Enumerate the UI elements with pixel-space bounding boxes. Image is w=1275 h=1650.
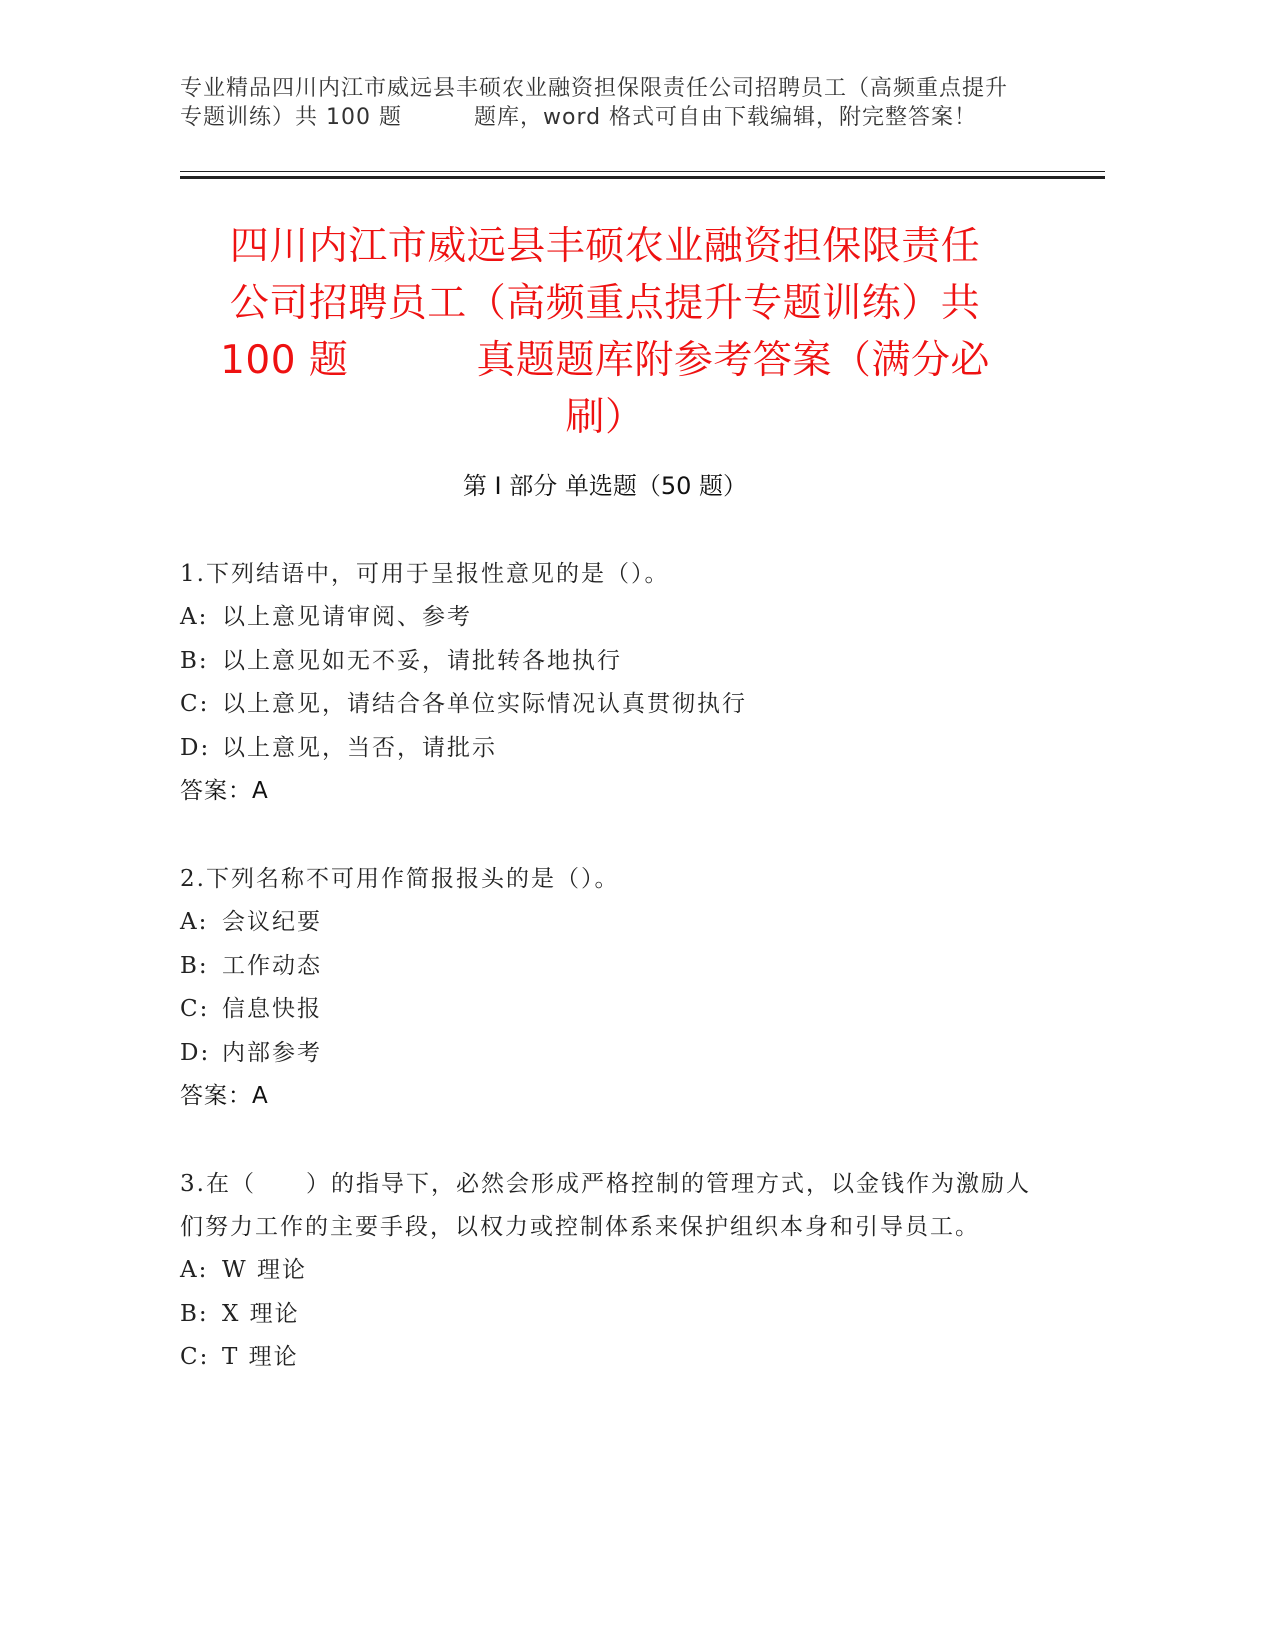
answer-line: 答案：A: [180, 778, 269, 804]
question-2: [180, 858, 1040, 1118]
header-note-line-2-end: 题库，word 格式可自由下载编辑，附完整答案！: [473, 105, 978, 130]
document-title-line-3-end: 真题题库附参考答案（满分必: [476, 338, 990, 383]
option-letter: C:: [180, 691, 210, 717]
option-letter: D:: [180, 734, 211, 761]
question-stem: 1.下列结语中，可用于呈报性意见的是（）。: [180, 561, 670, 587]
option-text: 以上意见，当否，请批示: [222, 734, 497, 761]
option-b: [180, 1293, 1040, 1337]
option-text: W 理论: [222, 1257, 307, 1283]
question-3: [180, 1163, 1040, 1380]
option-letter: D:: [180, 1039, 211, 1066]
option-letter: C:: [180, 996, 210, 1022]
option-letter: A:: [180, 1257, 209, 1283]
option-a: [180, 1249, 1040, 1293]
option-b: [180, 640, 1040, 684]
option-d: [180, 727, 1040, 771]
option-letter: A:: [180, 909, 209, 935]
option-text: 内部参考: [222, 1039, 322, 1066]
question-stem: 2.下列名称不可用作简报报头的是（）。: [180, 866, 620, 892]
header-note-line-2-start: 专题训练）共 100 题: [180, 105, 402, 130]
header-divider-thick: [180, 176, 1105, 179]
header-note: [180, 74, 1060, 132]
option-text: 以上意见请审阅、参考: [222, 604, 472, 630]
option-c: [180, 1336, 1040, 1380]
option-text: 会议纪要: [222, 909, 322, 935]
option-text: 以上意见如无不妥，请批转各地执行: [222, 647, 622, 674]
document-title-line-4: 刷）: [565, 395, 645, 440]
option-d: [180, 1032, 1040, 1076]
header-note-line-2: [180, 103, 1060, 132]
option-text: T 理论: [222, 1344, 299, 1370]
question-1: [180, 553, 1040, 813]
option-text: 工作动态: [222, 952, 322, 979]
section-heading: 第 I 部分 单选题（50 题）: [462, 472, 748, 500]
option-c: [180, 988, 1040, 1032]
answer-line: 答案：A: [180, 1083, 269, 1109]
option-letter: B:: [180, 952, 209, 979]
option-letter: A:: [180, 604, 209, 630]
option-letter: B:: [180, 647, 209, 674]
option-text: X 理论: [222, 1300, 300, 1327]
document-title-line-2: 公司招聘员工（高频重点提升专题训练）共: [229, 281, 981, 326]
option-text: 以上意见，请结合各单位实际情况认真贯彻执行: [222, 691, 747, 717]
document-title: [180, 218, 1030, 446]
option-b: [180, 945, 1040, 989]
question-stem: 3.在（ ）的指导下，必然会形成严格控制的管理方式，以金钱作为激励人们努力工作的主要手段，以权力或控制体系来保护组织本身和引导员工。: [180, 1171, 1031, 1240]
header-divider-thin: [180, 171, 1105, 172]
document-title-line-1: 四川内江市威远县丰硕农业融资担保限责任: [229, 224, 981, 269]
option-a: [180, 901, 1040, 945]
option-letter: C:: [180, 1344, 210, 1370]
option-letter: B:: [180, 1300, 209, 1327]
document-title-line-3: [180, 332, 1030, 389]
option-a: [180, 596, 1040, 640]
option-text: 信息快报: [222, 996, 322, 1022]
option-c: [180, 683, 1040, 727]
document-title-line-3-start: 100 题: [220, 338, 349, 383]
header-note-line-1: 专业精品四川内江市威远县丰硕农业融资担保限责任公司招聘员工（高频重点提升: [180, 76, 1009, 101]
